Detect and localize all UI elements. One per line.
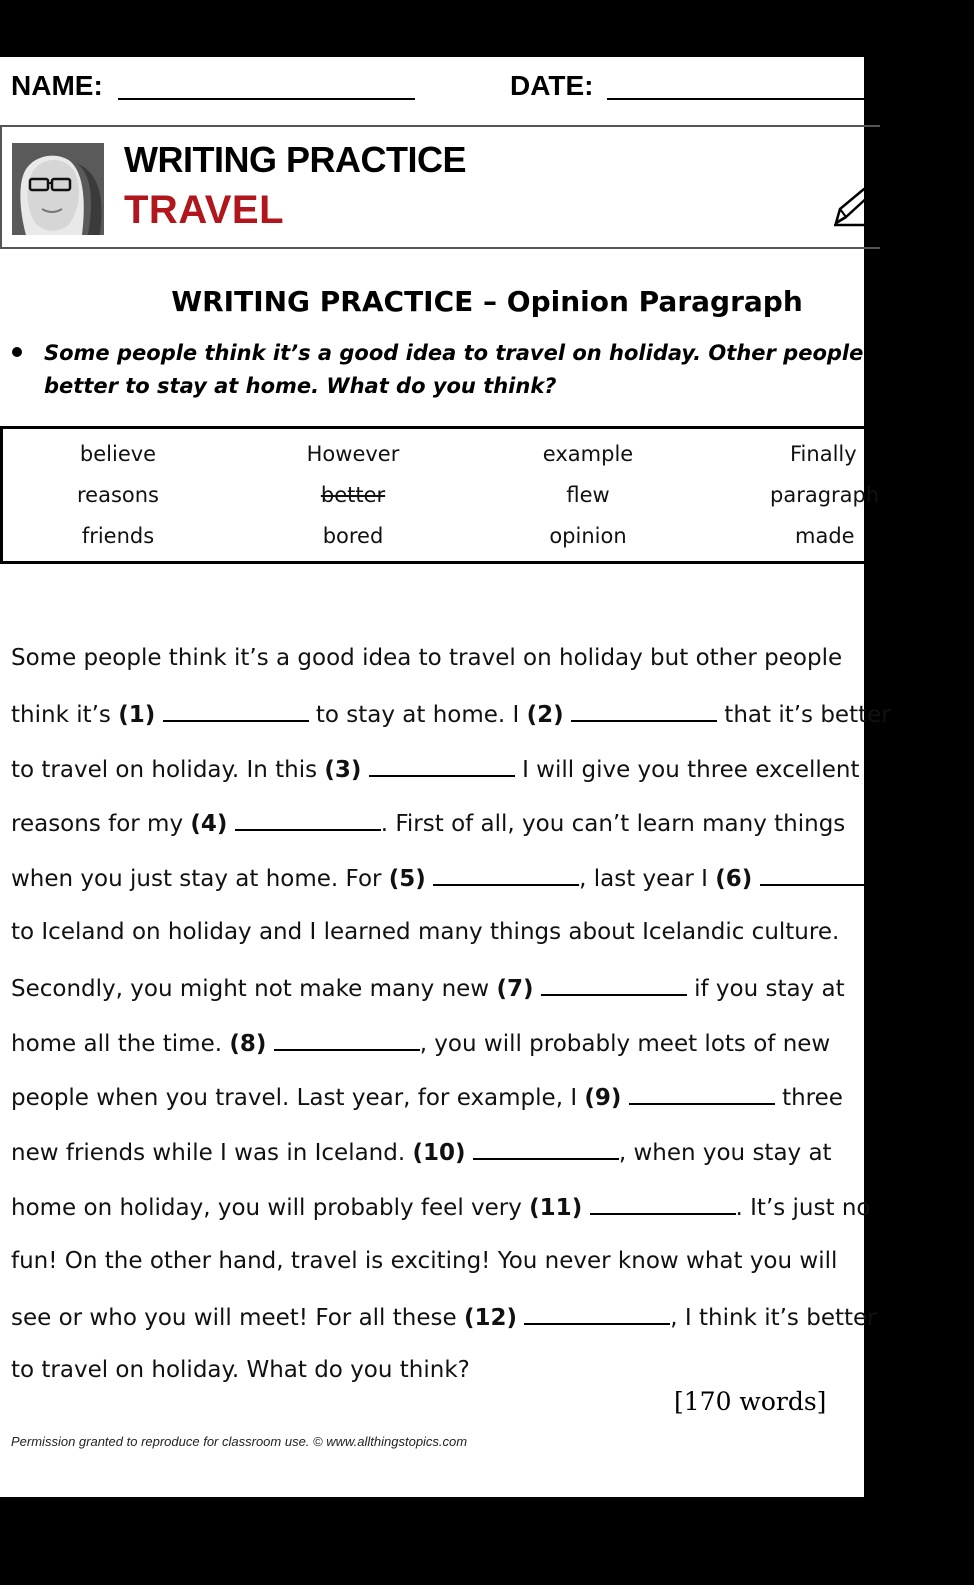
paragraph-text: to travel on holiday. What do you think? — [11, 1357, 470, 1384]
pencil-icon — [830, 183, 870, 229]
answer-blank[interactable] — [629, 1083, 775, 1105]
paragraph-line — [11, 809, 845, 837]
worksheet-topic: TRAVEL — [124, 188, 285, 232]
blank-number: (8) — [229, 1030, 267, 1057]
word-bank-item: flew — [566, 483, 610, 507]
paragraph-text: think it’s — [11, 701, 119, 728]
paragraph-text: if you stay at — [686, 975, 845, 1002]
word-bank-item: believe — [79, 442, 157, 466]
teacher-photo-icon — [12, 143, 104, 235]
word-bank-item: friends — [81, 524, 155, 548]
word-bank-item: opinion — [549, 524, 627, 548]
blank-number: (12) — [463, 1304, 517, 1331]
permission-notice: Permission granted to reproduce for classroom use. © www.allthingstopics.com — [11, 1434, 468, 1449]
word-bank-item: reasons — [76, 483, 160, 507]
word-bank-item: made — [795, 524, 855, 548]
paragraph-line — [11, 919, 839, 945]
paragraph-line — [11, 700, 891, 728]
answer-blank[interactable] — [433, 864, 579, 886]
paragraph-line — [11, 1357, 470, 1383]
blank-number: (9) — [584, 1085, 622, 1112]
paragraph-text: home all the time. — [11, 1030, 230, 1057]
blank-number: (5) — [388, 866, 426, 893]
paragraph-text: to stay at home. I — [308, 701, 527, 728]
paragraph-text: three — [774, 1085, 843, 1112]
paragraph-text: home on holiday, you will probably feel very — [11, 1195, 530, 1221]
word-bank-item: bored — [322, 524, 384, 548]
name-label: NAME: — [11, 70, 103, 101]
paragraph-line — [11, 1193, 870, 1221]
word-bank-item: However — [306, 442, 400, 466]
answer-blank[interactable] — [274, 1029, 420, 1051]
worksheet-page — [0, 57, 932, 1497]
answer-blank[interactable] — [541, 974, 687, 996]
paragraph-text: . First of all, you can’t learn many things — [380, 811, 846, 838]
name-line — [118, 98, 415, 100]
paragraph-text: reasons for my — [11, 811, 191, 838]
paragraph-text: , you will probably meet lots of new — [419, 1030, 831, 1057]
prompt-line-2: better to stay at home. What do you think? — [44, 374, 557, 398]
word-bank-item: example — [542, 442, 634, 466]
paragraph-line — [11, 755, 860, 783]
paragraph-text: Secondly, you might not make many new — [11, 975, 497, 1002]
answer-blank[interactable] — [571, 700, 717, 722]
paragraph-line — [11, 645, 842, 671]
answer-blank[interactable] — [163, 720, 309, 722]
paragraph-text: I will give you three excellent — [514, 756, 860, 783]
blank-number: (6) — [715, 866, 753, 893]
word-bank-item: Finally — [790, 442, 857, 466]
blank-number: (7) — [496, 975, 534, 1002]
paragraph-text: to travel on holiday. In this — [11, 756, 325, 783]
paragraph-line — [11, 1083, 843, 1111]
title-box — [0, 125, 880, 249]
paragraph-text: , last year I — [579, 866, 716, 893]
paragraph-text: , I think it’s better — [670, 1304, 877, 1331]
answer-blank[interactable] — [473, 1138, 619, 1160]
word-bank-item: better — [320, 483, 386, 507]
prompt-line-1: Some people think it’s a good idea to travel on holiday. Other people think — [44, 341, 932, 365]
date-line — [607, 98, 877, 100]
paragraph-text: fun! On the other hand, travel is exciting! You never know what you will — [11, 1247, 838, 1274]
blank-number: (10) — [412, 1140, 466, 1167]
word-count: [170 words] — [674, 1387, 827, 1416]
paragraph-text: people when you travel. Last year, for example, I — [11, 1085, 585, 1112]
word-bank-item: paragraph — [770, 483, 880, 507]
paragraph-line — [11, 1303, 877, 1331]
paragraph-text: when you just stay at home. For — [11, 866, 389, 893]
worksheet-heading: WRITING PRACTICE — [124, 139, 466, 180]
paragraph-text: Some people think it’s a good idea to travel on holiday but other people — [11, 645, 843, 671]
answer-blank[interactable] — [369, 755, 515, 777]
paragraph-line — [11, 974, 845, 1002]
blank-number: (11) — [529, 1195, 583, 1221]
paragraph-line — [11, 864, 906, 892]
blank-number: (3) — [324, 756, 362, 783]
paragraph-line — [11, 1029, 830, 1057]
blank-number: (2) — [526, 701, 564, 728]
paragraph-text: see or who you will meet! For all these — [11, 1304, 464, 1331]
paragraph-text: to Iceland on holiday and I learned many things about Icelandic culture. — [11, 919, 840, 945]
paragraph-text: new friends while I was in Iceland. — [11, 1140, 413, 1167]
answer-blank[interactable] — [235, 809, 381, 831]
section-title: WRITING PRACTICE – Opinion Paragraph — [171, 285, 803, 318]
date-label: DATE: — [510, 70, 594, 101]
answer-blank[interactable] — [590, 1193, 736, 1215]
paragraph-text: , when you stay at — [618, 1140, 832, 1167]
blank-number: (4) — [190, 811, 228, 838]
bullet-icon — [12, 347, 22, 357]
paragraph-line — [11, 1248, 837, 1274]
paragraph-line — [11, 1138, 832, 1166]
answer-blank[interactable] — [524, 1303, 670, 1325]
answer-blank[interactable] — [760, 864, 906, 886]
blank-number: (1) — [118, 701, 156, 728]
paragraph-text: . It’s just no — [735, 1195, 871, 1221]
paragraph-text: that it’s better — [716, 701, 891, 728]
